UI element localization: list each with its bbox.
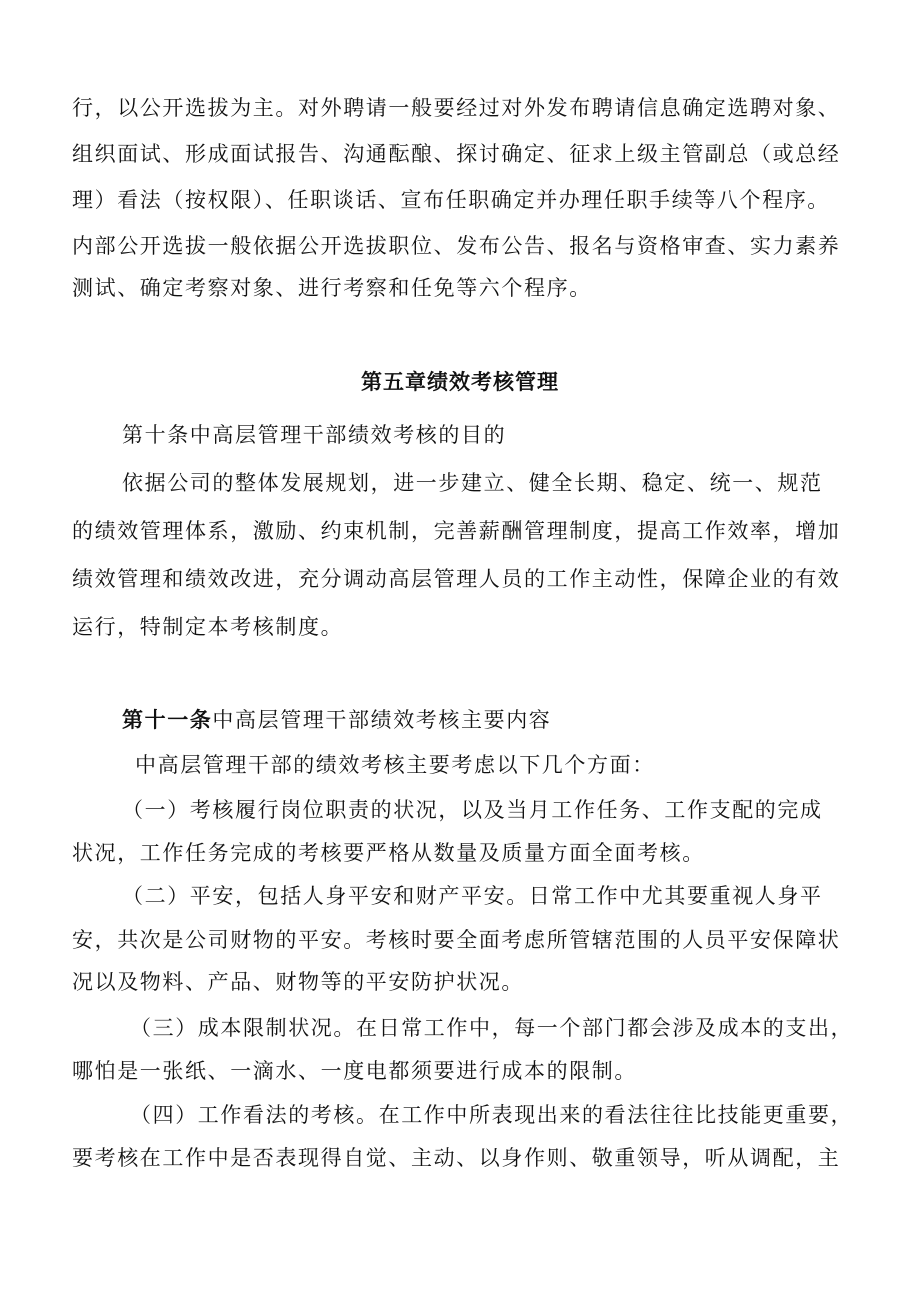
article10-line-4: 运行，特制定本考核制度。 bbox=[72, 615, 344, 639]
paragraph1-line-4: 内部公开选拔一般依据公开选拔职位、发布公告、报名与资格审查、实力素养 bbox=[72, 234, 841, 258]
paragraph1-line-2: 组织面试、形成面试报告、沟通酝酿、探讨确定、征求上级主管副总（或总经 bbox=[72, 142, 841, 166]
article10-line-1: 依据公司的整体发展规划，进一步建立、健全长期、稳定、统一、规范 bbox=[122, 471, 823, 495]
item4-line-1: （四）工作看法的考核。在工作中所表现出来的看法往往比技能更重要， bbox=[130, 1103, 854, 1127]
item3-line-1: （三）成本限制状况。在日常工作中，每一个部门都会涉及成本的支出， bbox=[130, 1016, 854, 1040]
chapter-heading: 第五章绩效考核管理 bbox=[361, 369, 559, 394]
article10-title: 第十条中高层管理干部绩效考核的目的 bbox=[122, 423, 507, 447]
item3-line-2: 哪怕是一张纸、一滴水、一度电都须要进行成本的限制。 bbox=[72, 1059, 637, 1083]
article11-title-text: 中高层管理干部绩效考核主要内容 bbox=[212, 708, 552, 732]
item1-line-1: （一）考核履行岗位职责的状况，以及当月工作任务、工作支配的完成 bbox=[122, 798, 823, 822]
item4-line-2: 要考核在工作中是否表现得自觉、主动、以身作则、敬重领导，听从调配，主 bbox=[72, 1146, 841, 1170]
item2-line-1: （二）平安，包括人身平安和财产平安。日常工作中尤其要重视人身平 bbox=[122, 884, 823, 908]
article11-intro: 中高层管理干部的绩效考核主要考虑以下几个方面： bbox=[135, 753, 655, 777]
article11-title-number: 第十一条 bbox=[122, 707, 213, 732]
item2-line-2: 安，共次是公司财物的平安。考核时要全面考虑所管辖范围的人员平安保障状 bbox=[72, 928, 841, 952]
paragraph1-line-1: 行，以公开选拔为主。对外聘请一般要经过对外发布聘请信息确定选聘对象、 bbox=[72, 96, 841, 120]
item1-line-2: 状况，工作任务完成的考核要严格从数量及质量方面全面考核。 bbox=[72, 841, 705, 865]
article10-line-3: 绩效管理和绩效改进，充分调动高层管理人员的工作主动性，保障企业的有效 bbox=[72, 567, 841, 591]
item2-line-3: 况以及物料、产品、财物等的平安防护状况。 bbox=[72, 970, 524, 994]
article11-title bbox=[122, 705, 822, 735]
paragraph1-line-5: 测试、确定考察对象、进行考察和任免等六个程序。 bbox=[72, 276, 592, 300]
article10-line-2: 的绩效管理体系，激励、约束机制，完善薪酬管理制度，提高工作效率，增加 bbox=[72, 519, 841, 543]
paragraph1-line-3: 理）看法（按权限）、任职谈话、宣布任职确定并办理任职手续等八个程序。 bbox=[72, 188, 830, 212]
